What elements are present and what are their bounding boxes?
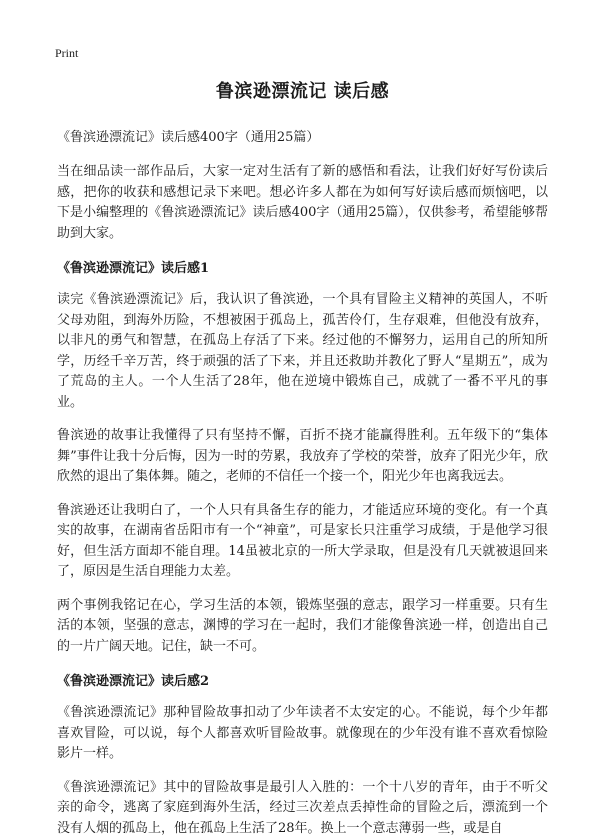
section1-paragraph-2: 鲁滨逊的故事让我懂得了只有坚持不懈，百折不挠才能赢得胜利。五年级下的“集体舞”事件让我十分后悔，因为一时的劳累，我放弃了学校的荣誉，放弃了阳光少年，欣欣然的退出了集体舞。随之，老师的不信任一个接一个，阳光少年也离我远去。 [57, 426, 548, 488]
section1-paragraph-1: 读完《鲁滨逊漂流记》后，我认识了鲁滨逊，一个具有冒险主义精神的英国人，不听父母劝阻，到海外历险，不想被困于孤岛上，孤苦伶仃，生存艰难，但他没有放弃，以非凡的勇气和智慧，在孤岛上存活了下来。经过他的不懈努力，运用自己的所知所学，历经千辛万苦，终于顽强的活了下来，并且还救助并教化了野人“星期五”，成为了荒岛的主人。一个人生活了28年，他在逆境中锻炼自己，成就了一番不平凡的事业。 [57, 290, 548, 413]
article-subtitle: 《鲁滨逊漂流记》读后感400字（通用25篇） [57, 126, 548, 145]
print-link[interactable]: Print [55, 46, 78, 61]
section2-paragraph-1: 《鲁滨逊漂流记》那种冒险故事扣动了少年读者不太安定的心。不能说，每个少年都喜欢冒险，可以说，每个人都喜欢听冒险故事。就像现在的少年没有谁不喜欢看惊险影片一样。 [57, 703, 548, 765]
intro-paragraph: 当在细品读一部作品后，大家一定对生活有了新的感悟和看法，让我们好好写份读后感，把你的收获和感想记录下来吧。想必许多人都在为如何写好读后感而烦恼吧，以下是小编整理的《鲁滨逊漂流记》读后感400字（通用25篇），仅供参考，希望能够帮助到大家。 [57, 162, 548, 244]
section-heading-2: 《鲁滨逊漂流记》读后感2 [57, 670, 548, 689]
page-title: 鲁滨逊漂流记 读后感 [57, 77, 548, 103]
section1-paragraph-4: 两个事例我铭记在心，学习生活的本领，锻炼坚强的意志，跟学习一样重要。只有生活的本领，坚强的意志，渊博的学习在一起时，我们才能像鲁滨逊一样，创造出自己的一片广阔天地。记住，缺一不可。 [57, 596, 548, 658]
section2-paragraph-2: 《鲁滨逊漂流记》其中的冒险故事是最引人入胜的：一个十八岁的青年，由于不听父亲的命令，逃离了家庭到海外生活，经过三次差点丢掉性命的冒险之后，漂流到一个没有人烟的孤岛上，他在孤岛上生活了28年。换上一个意志薄弱一些，或是自 [57, 778, 548, 839]
section1-paragraph-3: 鲁滨逊还让我明白了，一个人只有具备生存的能力，才能适应环境的变化。有一个真实的故事，在湖南省岳阳市有一个“神童”，可是家长只注重学习成绩，于是他学习很好，但生活方面却不能自理。14虽被北京的一所大学录取，但是没有几天就被退回来了，原因是生活自理能力太差。 [57, 501, 548, 583]
section-heading-1: 《鲁滨逊漂流记》读后感1 [57, 257, 548, 276]
